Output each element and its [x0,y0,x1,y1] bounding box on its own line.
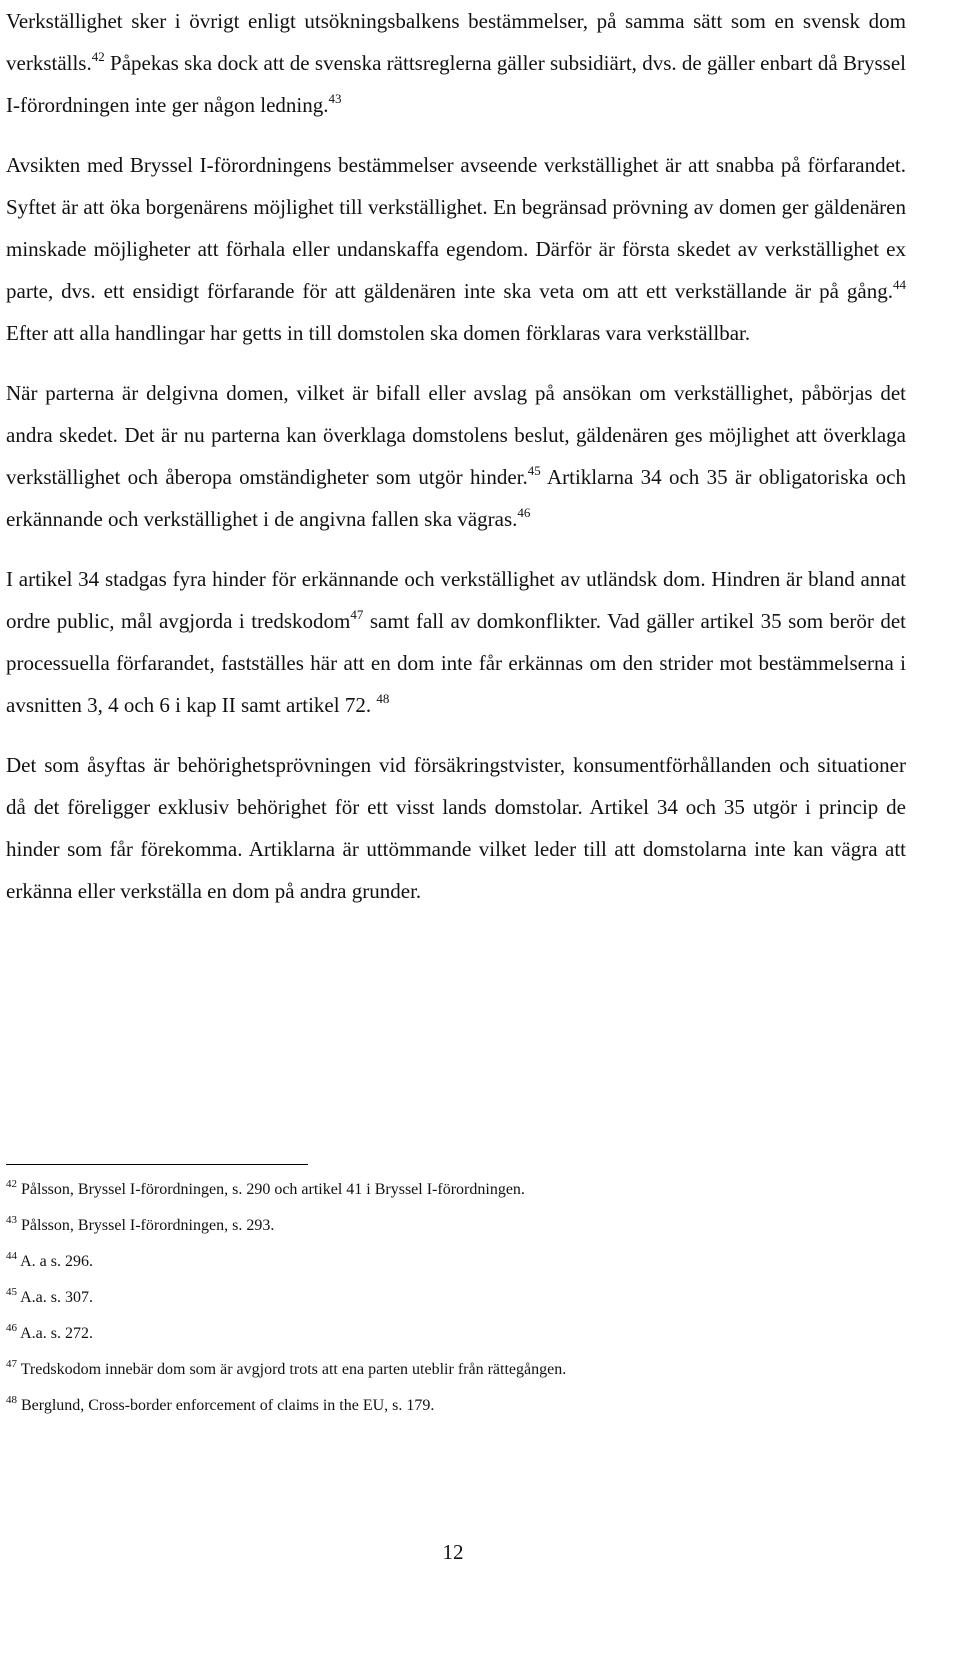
footnote-text: A.a. s. 307. [20,1289,94,1306]
footnote-text: A. a s. 296. [20,1253,94,1270]
footnote-number: 48 [6,1394,17,1406]
paragraph [6,372,906,540]
body-text [6,0,906,912]
footnote [6,1316,906,1352]
paragraph-text: Påpekas ska dock att de svenska rättsreglerna gäller subsidiärt, dvs. de gäller enbart då Bryssel I-förordningen inte ger någon ledning. [6,51,906,117]
footnote-reference: 44 [893,277,906,292]
footnote-number: 47 [6,1358,17,1370]
footnote-reference: 42 [91,49,105,64]
footnote-text: Pålsson, Bryssel I-förordningen, s. 290 och artikel 41 i Bryssel I-förordningen. [21,1181,525,1198]
paragraph-text: Artiklarna 34 och 35 är obligatoriska och erkännande och verkställighet i de angivna fallen ska vägras. [6,465,906,531]
footnote-reference: 43 [328,91,342,106]
paragraph-text: Verkställighet sker i övrigt enligt utsökningsbalkens bestämmelser, på samma sätt som en svensk dom verkställs. [6,9,906,75]
footnote [6,1352,906,1388]
footnote-text: Pålsson, Bryssel I-förordningen, s. 293. [21,1217,275,1234]
footnote [6,1172,906,1208]
footnote-number: 46 [6,1322,17,1334]
paragraph-text: Det som åsyftas är behörighetsprövningen vid försäkringstvister, konsumentförhållanden och situationer då det föreligger exklusiv behörighet för ett visst lands domstolar. Artikel 34 och 35 utgör i princip de hinder som får förekomma. Artiklarna är uttömmande vilket leder till att domstolarna inte kan vägra att erkänna eller verkställa en dom på andra grunder. [6,753,906,903]
footnote-reference: 46 [517,505,531,520]
footnote-number: 43 [6,1214,17,1226]
footnote-text: Berglund, Cross-border enforcement of claims in the EU, s. 179. [21,1397,435,1414]
footnotes [6,1172,906,1424]
paragraph-text: Avsikten med Bryssel I-förordningens bestämmelser avseende verkställighet är att snabba på förfarandet. Syftet är att öka borgenärens möjlighet till verkställighet. En begränsad prövning av domen ger gäldenären minskade möjligheter att förhala eller undanskaffa egendom. Därför är första skedet av verkställighet ex parte, dvs. ett ensidigt förfarande för att gäldenären inte ska veta om att ett verkställande är på gång. [6,153,906,303]
footnote [6,1208,906,1244]
footnote-reference: 48 [376,691,390,706]
paragraph [6,0,906,126]
paragraph-text: Efter att alla handlingar har getts in till domstolen ska domen förklaras vara verkställbar. [6,321,751,345]
footnote-number: 42 [6,1178,17,1190]
footnote-text: A.a. s. 272. [20,1325,94,1342]
paragraph-text: När parterna är delgivna domen, vilket är bifall eller avslag på ansökan om verkställighet, påbörjas det andra skedet. Det är nu parterna kan överklaga domstolens beslut, gäldenären ges möjlighet att överklaga verkställighet och åberopa omständigheter som utgör hinder. [6,381,906,489]
footnote-number: 45 [6,1286,17,1298]
footnote-separator [6,1164,308,1165]
footnote-text: Tredskodom innebär dom som är avgjord trots att ena parten uteblir från rättegången. [20,1361,567,1378]
paragraph-text: I artikel 34 stadgas fyra hinder för erkännande och verkställighet av utländsk dom. Hindren är bland annat ordre public, mål avgjorda i tredskodom [6,567,906,633]
footnote-reference: 45 [527,463,541,478]
footnote [6,1280,906,1316]
footnote [6,1244,906,1280]
footnote [6,1388,906,1424]
paragraph [6,744,906,912]
paragraph-text: samt fall av domkonflikter. Vad gäller artikel 35 som berör det processuella förfarandet, fastställes här att en dom inte får erkännas om den strider mot bestämmelserna i avsnitten 3, 4 och 6 i kap II samt artikel 72. [6,609,906,717]
paragraph [6,144,906,354]
page-number: 12 [442,1540,464,1564]
paragraph [6,558,906,726]
footnote-number: 44 [6,1250,17,1262]
footnote-reference: 47 [350,607,364,622]
